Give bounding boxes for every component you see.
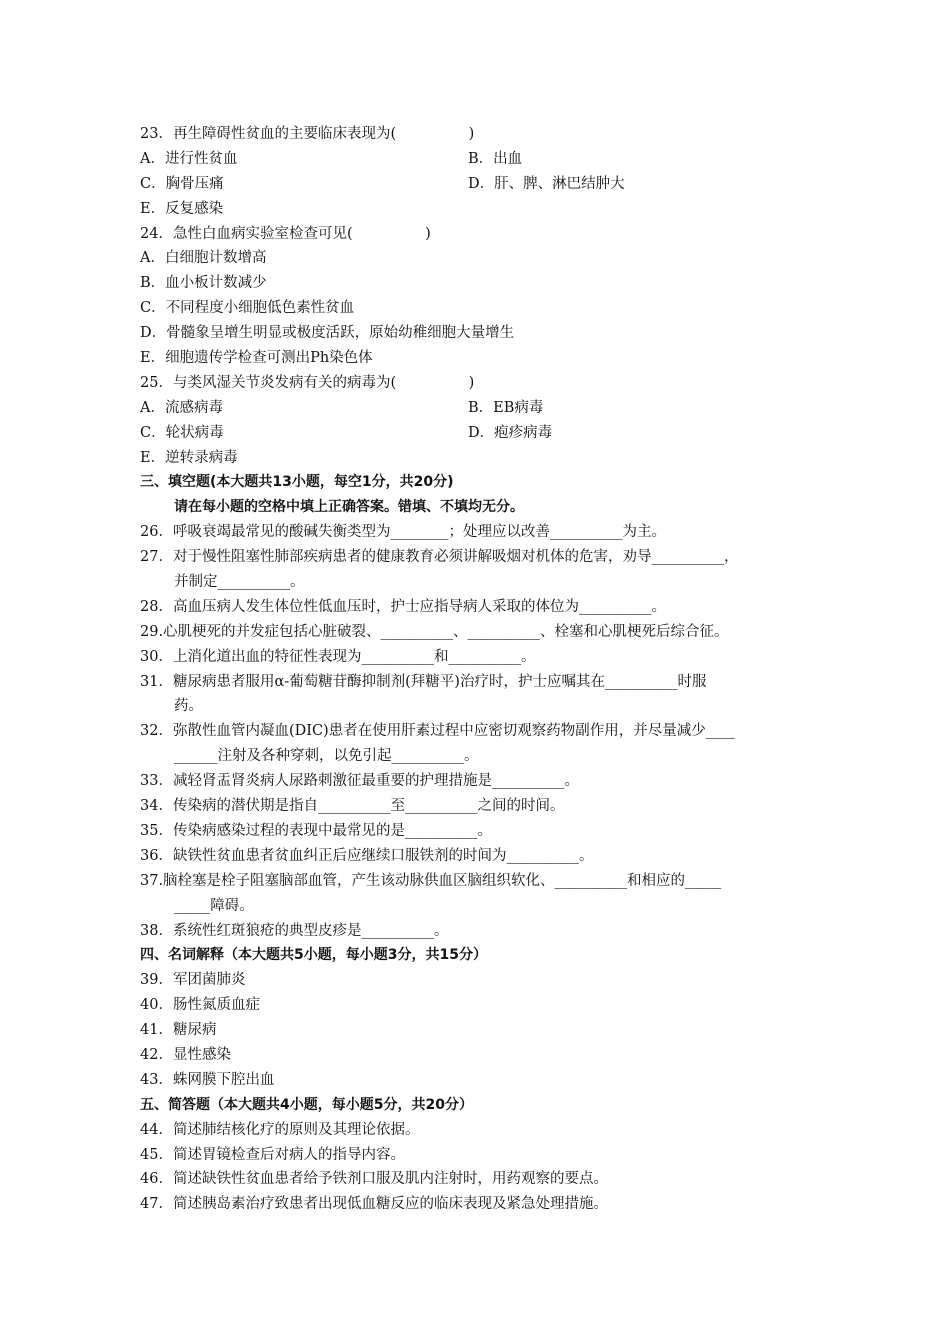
- option-text: C．轮状病毒: [140, 424, 224, 441]
- question-line: 24．急性白血病实验室检查可见( ): [140, 225, 431, 242]
- question-line: 46．简述缺铁性贫血患者给予铁剂口服及肌内注射时，用药观察的要点。: [140, 1171, 608, 1188]
- option-text: A．进行性贫血: [140, 150, 238, 167]
- exam-page: [140, 122, 820, 1217]
- question-line: B．血小板计数减少: [140, 275, 267, 292]
- question-line: 36．缺铁性贫血患者贫血纠正后应继续口服铁剂的时间为__________。: [140, 847, 594, 864]
- option-text: D．肝、脾、淋巴结肿大: [468, 175, 625, 192]
- question-line: 33．减轻肾盂肾炎病人尿路刺激征最重要的护理措施是__________。: [140, 773, 579, 790]
- section-heading: 五、简答题（本大题共4小题，每小题5分，共20分）: [140, 1096, 473, 1113]
- option-text: D．疱疹病毒: [468, 424, 553, 441]
- question-line: 35．传染病感染过程的表现中最常见的是__________。: [140, 822, 492, 839]
- question-line: E．反复感染: [140, 200, 224, 217]
- question-line: C．不同程度小细胞低色素性贫血: [140, 300, 355, 317]
- question-line: 30．上消化道出血的特征性表现为__________和__________。: [140, 648, 536, 665]
- question-line: A．白细胞计数增高: [140, 250, 267, 267]
- question-line: 23．再生障碍性贫血的主要临床表现为( ): [140, 126, 475, 142]
- option-text: B．EB病毒: [468, 399, 544, 416]
- option-row: [140, 396, 820, 421]
- section-heading: 三、填空题(本大题共13小题，每空1分，共20分): [140, 474, 454, 491]
- question-line: 40．肠性氮质血症: [140, 997, 260, 1014]
- question-continuation: ______注射及各种穿刺，以免引起__________。: [174, 748, 479, 765]
- question-line: 31．糖尿病患者服用α-葡萄糖苷酶抑制剂(拜糖平)治疗时，护士应嘱其在__________时服: [140, 673, 707, 690]
- option-text: B．出血: [468, 150, 523, 167]
- question-line: 39．军团菌肺炎: [140, 972, 246, 989]
- question-line: 47．简述胰岛素治疗致患者出现低血糖反应的临床表现及紧急处理措施。: [140, 1196, 608, 1213]
- question-line: 25．与类风湿关节炎发病有关的病毒为( ): [140, 374, 475, 391]
- question-line: 45．简述胃镜检查后对病人的指导内容。: [140, 1146, 405, 1163]
- question-line: E．逆转录病毒: [140, 449, 238, 466]
- question-line: 29.心肌梗死的并发症包括心脏破裂、__________、__________、栓塞和心肌梗死后综合征。: [140, 623, 729, 640]
- option-text: A．流感病毒: [140, 399, 223, 416]
- question-line: 37.脑栓塞是栓子阻塞脑部血管，产生该动脉供血区脑组织软化、__________和相应的_____: [140, 872, 722, 889]
- question-line: 32．弥散性血管内凝血(DIC)患者在使用肝素过程中应密切观察药物副作用，并尽量减少____: [140, 723, 735, 740]
- question-line: 27．对于慢性阻塞性肺部疾病患者的健康教育必须讲解吸烟对机体的危害，劝导__________，: [140, 549, 739, 566]
- section-instruction: 请在每小题的空格中填上正确答案。错填、不填均无分。: [174, 499, 524, 516]
- question-line: 26．呼吸衰竭最常见的酸碱失衡类型为________；处理应以改善__________为主。: [140, 524, 666, 541]
- question-line: 38．系统性红斑狼疮的典型皮疹是__________。: [140, 922, 449, 939]
- question-continuation: 并制定__________。: [174, 574, 305, 591]
- option-text: C．胸骨压痛: [140, 175, 224, 192]
- option-row: [140, 147, 820, 172]
- question-line: 43．蛛网膜下腔出血: [140, 1071, 275, 1088]
- question-line: 28．高血压病人发生体位性低血压时，护士应指导病人采取的体位为__________。: [140, 598, 666, 615]
- question-line: E．细胞遗传学检查可测出Ph染色体: [140, 350, 373, 367]
- option-row: [140, 421, 820, 446]
- question-line: 42．显性感染: [140, 1046, 231, 1063]
- question-line: 34．传染病的潜伏期是指自__________至__________之间的时间。: [140, 798, 565, 815]
- question-line: 44．简述肺结核化疗的原则及其理论依据。: [140, 1121, 420, 1138]
- question-continuation: 药。: [174, 698, 203, 715]
- question-continuation: _____障碍。: [174, 897, 254, 914]
- section-heading: 四、名词解释（本大题共5小题，每小题3分，共15分）: [140, 947, 487, 964]
- question-line: 41．糖尿病: [140, 1022, 217, 1039]
- question-line: D．骨髓象呈增生明显或极度活跃，原始幼稚细胞大量增生: [140, 325, 515, 342]
- option-row: [140, 172, 820, 197]
